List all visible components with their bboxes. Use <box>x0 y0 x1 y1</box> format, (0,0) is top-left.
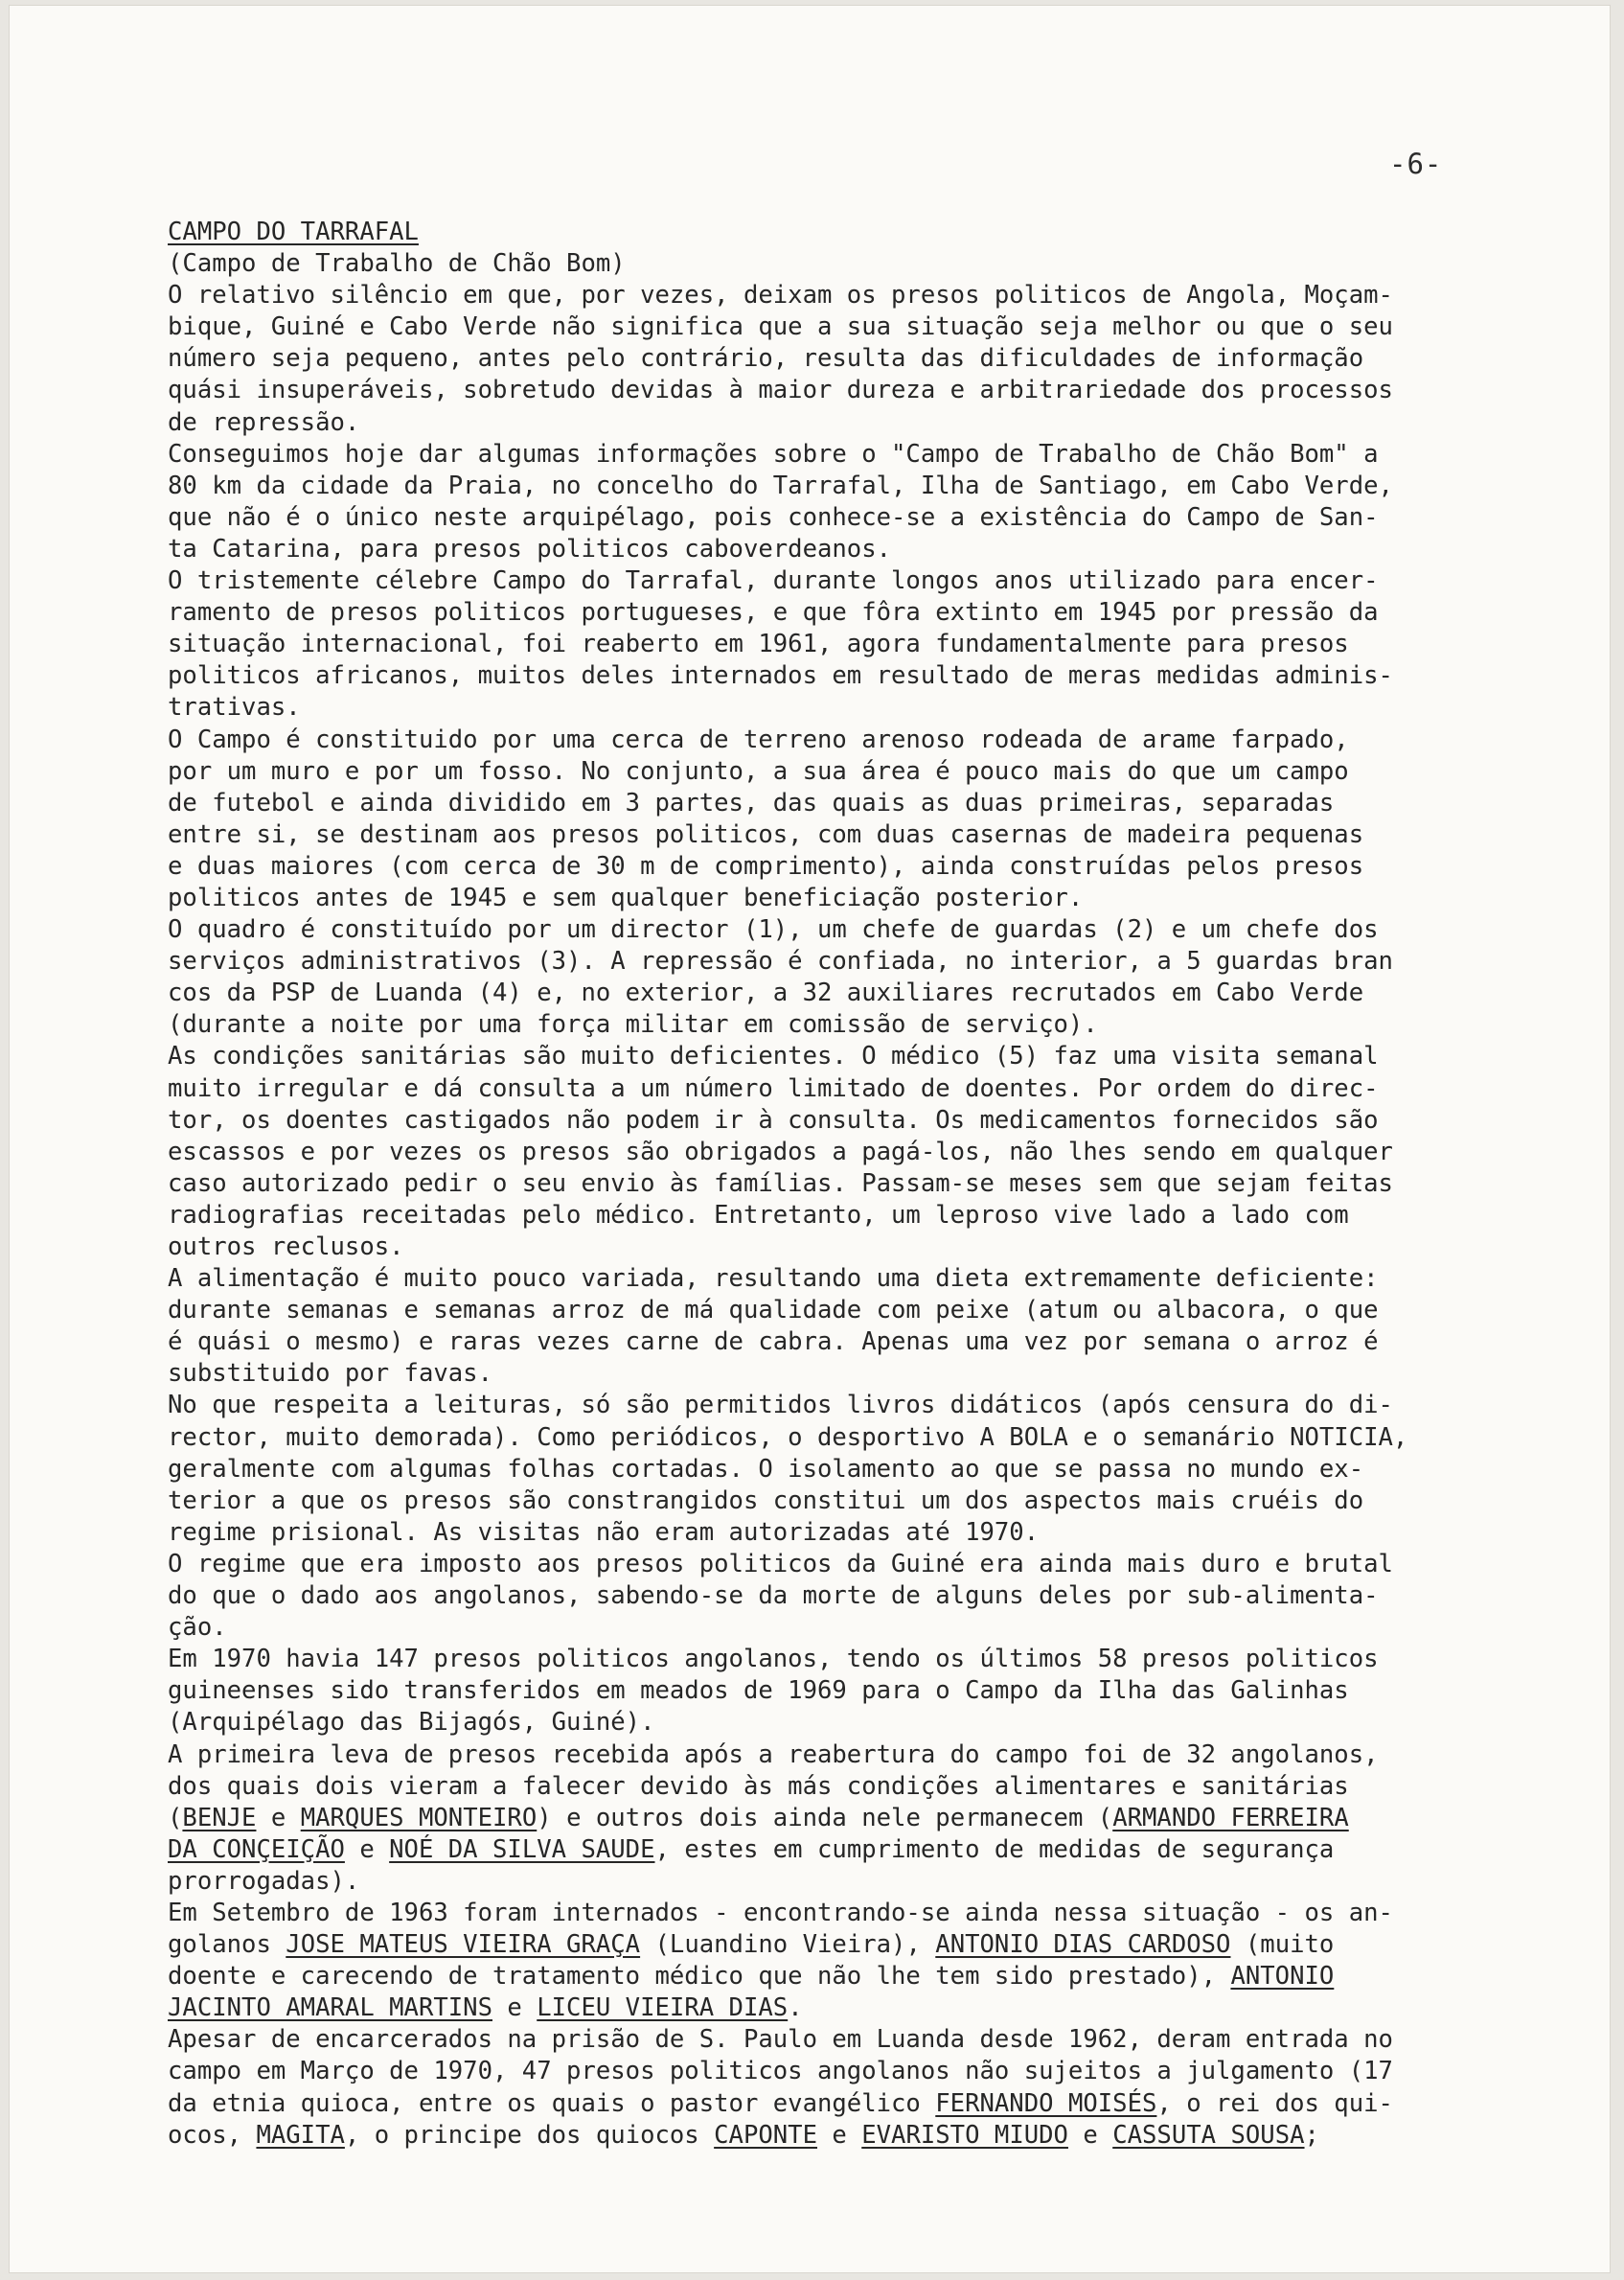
text-segment: dos quais dois vieram a falecer devido às más condições alimentares e sanitárias <box>168 1771 1349 1801</box>
text-line <box>168 471 1509 502</box>
text-line <box>168 2056 1509 2087</box>
text-segment: O Campo é constituido por uma cerca de terreno arenoso rodeada de arame farpado, <box>168 725 1349 754</box>
text-line <box>168 660 1509 692</box>
text-segment: Apesar de encarcerados na prisão de S. Paulo em Luanda desde 1962, deram entrada no <box>168 2025 1393 2055</box>
document-page <box>10 6 1610 2272</box>
text-segment: politicos africanos, muitos deles internados em resultado de meras medidas adminis- <box>168 661 1393 691</box>
text-line <box>168 1707 1509 1739</box>
text-segment: (Campo de Trabalho de Chão Bom) <box>168 249 626 279</box>
text-line <box>168 343 1509 375</box>
text-segment: O quadro é constituído por um director (1), um chefe de guardas (2) e um chefe dos <box>168 915 1379 945</box>
text-segment: O relativo silêncio em que, por vezes, deixam os presos politicos de Angola, Moçam- <box>168 281 1393 311</box>
text-line <box>168 534 1509 565</box>
text-segment: caso autorizado pedir o seu envio às famílias. Passam-se meses sem que sejam feitas <box>168 1168 1393 1198</box>
body-text <box>168 217 1509 2152</box>
text-line <box>168 375 1509 406</box>
underlined-name: FERNANDO MOISÉS <box>935 2088 1157 2118</box>
text-line <box>168 407 1509 439</box>
text-segment: prorrogadas). <box>168 1866 360 1896</box>
underlined-name: JOSE MATEUS VIEIRA GRAÇA <box>286 1930 641 1960</box>
underlined-name: BENJE <box>182 1803 257 1832</box>
text-segment: e duas maiores (com cerca de 30 m de comprimento), ainda construídas pelos presos <box>168 851 1364 881</box>
text-segment: e <box>817 2120 862 2150</box>
text-segment: (durante a noite por uma força militar em comissão de serviço). <box>168 1010 1098 1040</box>
text-segment: por um muro e por um fosso. No conjunto, a sua área é pouco mais do que um campo <box>168 756 1349 786</box>
underlined-name: MAGITA <box>256 2120 345 2150</box>
text-segment: . <box>788 1993 803 2023</box>
text-segment: 80 km da cidade da Praia, no concelho do Tarrafal, Ilha de Santiago, em Cabo Verde, <box>168 471 1393 500</box>
text-segment: e <box>1067 2120 1113 2150</box>
text-segment: de futebol e ainda dividido em 3 partes, das quais as duas primeiras, separadas <box>168 788 1335 818</box>
text-line <box>168 597 1509 629</box>
text-segment: que não é o único neste arquipélago, pois conhece-se a existência do Campo de San- <box>168 502 1379 532</box>
underlined-name: ANTONIO DIAS CARDOSO <box>935 1930 1231 1960</box>
text-segment: quási insuperáveis, sobretudo devidas à maior dureza e arbitrariedade dos processos <box>168 376 1393 405</box>
text-segment: , o rei dos qui- <box>1156 2088 1393 2118</box>
text-line <box>168 1771 1509 1803</box>
text-line <box>168 502 1509 534</box>
text-line <box>168 914 1509 946</box>
text-line <box>168 311 1509 343</box>
text-line <box>168 1168 1509 1200</box>
text-line <box>168 1358 1509 1390</box>
text-segment: tor, os doentes castigados não podem ir à consulta. Os medicamentos fornecidos são <box>168 1105 1379 1135</box>
text-line <box>168 883 1509 914</box>
text-line <box>168 1390 1509 1421</box>
text-line <box>168 1454 1509 1485</box>
underlined-name: NOÉ DA SILVA SAUDE <box>389 1834 655 1864</box>
page-number: -6- <box>1389 148 1443 180</box>
text-line <box>168 1739 1509 1771</box>
text-line <box>168 692 1509 724</box>
text-segment: outros reclusos. <box>168 1232 404 1261</box>
underlined-name: CAPONTE <box>714 2120 817 2150</box>
text-segment: cos da PSP de Luanda (4) e, no exterior, a 32 auxiliares recrutados em Cabo Verde <box>168 979 1364 1008</box>
text-segment: ção. <box>168 1613 227 1643</box>
text-line <box>168 629 1509 660</box>
text-segment: doente e carecendo de tratamento médico que não lhe tem sido prestado), <box>168 1962 1231 1992</box>
text-line <box>168 1485 1509 1517</box>
text-segment: ta Catarina, para presos politicos caboverdeanos. <box>168 534 892 564</box>
underlined-name: DA CONÇEIÇÃO <box>168 1834 345 1864</box>
text-segment: entre si, se destinam aos presos politicos, com duas casernas de madeira pequenas <box>168 819 1364 849</box>
text-segment: radiografias receitadas pelo médico. Entretanto, um leproso vive lado a lado com <box>168 1200 1349 1230</box>
text-line <box>168 1866 1509 1898</box>
text-line <box>168 217 1509 248</box>
text-line <box>168 1644 1509 1675</box>
text-segment: No que respeita a leituras, só são permitidos livros didáticos (após censura do di- <box>168 1391 1393 1420</box>
text-segment: A alimentação é muito pouco variada, resultando uma dieta extremamente deficiente: <box>168 1264 1379 1294</box>
text-line <box>168 788 1509 819</box>
text-segment: Em 1970 havia 147 presos politicos angolanos, tendo os últimos 58 presos politicos <box>168 1645 1379 1674</box>
text-segment: Conseguimos hoje dar algumas informações sobre o "Campo de Trabalho de Chão Bom" a <box>168 439 1379 469</box>
text-segment: ) e outros dois ainda nele permanecem ( <box>537 1803 1113 1832</box>
text-segment: da etnia quioca, entre os quais o pastor evangélico <box>168 2088 936 2118</box>
text-segment: do que o dado aos angolanos, sabendo-se da morte de alguns deles por sub-alimenta- <box>168 1581 1379 1611</box>
text-segment: ramento de presos politicos portugueses, e que fôra extinto em 1945 por pressão da <box>168 598 1379 628</box>
text-line <box>168 1137 1509 1168</box>
text-segment: trativas. <box>168 693 301 723</box>
text-segment: bique, Guiné e Cabo Verde não significa que a sua situação seja melhor ou que o seu <box>168 312 1393 342</box>
text-line <box>168 1549 1509 1580</box>
text-segment: serviços administrativos (3). A repressão é confiada, no interior, a 5 guardas bran <box>168 947 1393 977</box>
text-segment: rector, muito demorada). Como periódicos, o desportivo A BOLA e o semanário NOTICIA, <box>168 1422 1408 1452</box>
text-segment: , o principe dos quiocos <box>344 2120 715 2150</box>
text-segment: durante semanas e semanas arroz de má qualidade com peixe (atum ou albacora, o que <box>168 1296 1379 1325</box>
text-segment: (muito <box>1230 1930 1335 1960</box>
text-line <box>168 248 1509 280</box>
text-segment: geralmente com algumas folhas cortadas. O isolamento ao que se passa no mundo ex- <box>168 1454 1364 1484</box>
text-line <box>168 2120 1509 2152</box>
underlined-name: ARMANDO FERREIRA <box>1112 1803 1349 1832</box>
underlined-name: ANTONIO <box>1230 1962 1335 1992</box>
text-line <box>168 1675 1509 1707</box>
text-line <box>168 1295 1509 1326</box>
text-segment: campo em Março de 1970, 47 presos politicos angolanos não sujeitos a julgamento (17 <box>168 2057 1393 2086</box>
text-line <box>168 1200 1509 1232</box>
text-segment: O regime que era imposto aos presos politicos da Guiné era ainda mais duro e brutal <box>168 1549 1393 1578</box>
text-segment: e <box>256 1803 301 1832</box>
text-line <box>168 2024 1509 2056</box>
underlined-name: JACINTO AMARAL MARTINS <box>168 1993 492 2023</box>
text-segment: e <box>344 1834 390 1864</box>
text-segment: ; <box>1304 2120 1319 2150</box>
text-segment: guineenses sido transferidos em meados de 1969 para o Campo da Ilha das Galinhas <box>168 1676 1349 1706</box>
text-segment: ( <box>168 1803 183 1832</box>
text-line <box>168 725 1509 756</box>
text-segment: (Arquipélago das Bijagós, Guiné). <box>168 1708 655 1738</box>
text-line <box>168 439 1509 471</box>
text-line <box>168 1929 1509 1961</box>
underlined-name: CAMPO DO TARRAFAL <box>168 218 419 246</box>
text-segment: O tristemente célebre Campo do Tarrafal, durante longos anos utilizado para encer- <box>168 566 1379 596</box>
text-line <box>168 1961 1509 1992</box>
text-line <box>168 1073 1509 1105</box>
text-line <box>168 1803 1509 1834</box>
text-line <box>168 280 1509 311</box>
text-line <box>168 851 1509 883</box>
text-segment: (Luandino Vieira), <box>640 1930 936 1960</box>
text-line <box>168 1009 1509 1041</box>
underlined-name: LICEU VIEIRA DIAS <box>537 1993 789 2023</box>
text-line <box>168 819 1509 851</box>
text-segment: situação internacional, foi reaberto em 1961, agora fundamentalmente para presos <box>168 630 1349 659</box>
text-line <box>168 978 1509 1009</box>
text-line <box>168 1898 1509 1929</box>
text-segment: de repressão. <box>168 407 360 437</box>
text-segment: As condições sanitárias são muito deficientes. O médico (5) faz uma visita semanal <box>168 1042 1379 1071</box>
text-segment: regime prisional. As visitas não eram autorizadas até 1970. <box>168 1517 1040 1547</box>
text-segment: escassos e por vezes os presos são obrigados a pagá-los, não lhes sendo em qualquer <box>168 1137 1393 1166</box>
text-segment: golanos <box>168 1930 286 1960</box>
text-line <box>168 1232 1509 1263</box>
text-line <box>168 756 1509 788</box>
text-line <box>168 1422 1509 1454</box>
text-segment: muito irregular e dá consulta a um número limitado de doentes. Por ordem do direc- <box>168 1073 1379 1103</box>
underlined-name: MARQUES MONTEIRO <box>300 1803 538 1832</box>
text-line <box>168 1580 1509 1612</box>
text-segment: politicos antes de 1945 e sem qualquer beneficiação posterior. <box>168 883 1084 912</box>
text-line <box>168 1263 1509 1295</box>
text-line <box>168 565 1509 597</box>
text-segment: ocos, <box>168 2120 257 2150</box>
text-segment: substituido por favas. <box>168 1359 492 1389</box>
text-segment: Em Setembro de 1963 foram internados - encontrando-se ainda nessa situação - os an- <box>168 1898 1393 1927</box>
text-line <box>168 1326 1509 1358</box>
text-segment: e <box>492 1993 538 2023</box>
text-segment: terior a que os presos são constrangidos constitui um dos aspectos mais cruéis do <box>168 1485 1364 1515</box>
text-segment: , estes em cumprimento de medidas de segurança <box>654 1834 1335 1864</box>
underlined-name: CASSUTA SOUSA <box>1112 2120 1305 2150</box>
text-segment: é quási o mesmo) e raras vezes carne de cabra. Apenas uma vez por semana o arroz é <box>168 1327 1379 1357</box>
text-line <box>168 946 1509 978</box>
text-segment: A primeira leva de presos recebida após a reabertura do campo foi de 32 angolanos, <box>168 1739 1379 1769</box>
text-line <box>168 1612 1509 1644</box>
text-line <box>168 1105 1509 1137</box>
underlined-name: EVARISTO MIUDO <box>861 2120 1068 2150</box>
text-line <box>168 1517 1509 1549</box>
text-segment: número seja pequeno, antes pelo contrário, resulta das dificuldades de informação <box>168 344 1364 374</box>
text-line <box>168 1041 1509 1072</box>
text-line <box>168 1992 1509 2024</box>
text-line <box>168 1834 1509 1866</box>
text-line <box>168 2088 1509 2120</box>
